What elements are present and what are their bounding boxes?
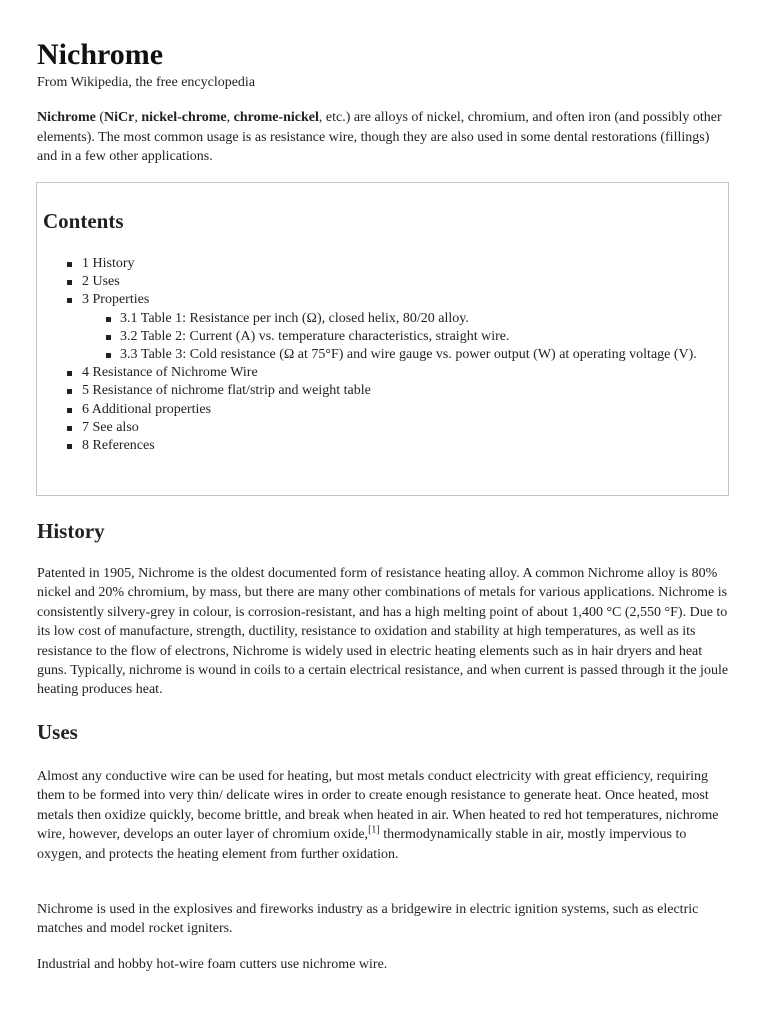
toc-list — [37, 255, 701, 455]
toc-item-history[interactable]: 1 History — [37, 255, 701, 273]
intro-bold-nicr: NiCr — [104, 110, 135, 125]
uses-paragraph-2: Nichrome is used in the explosives and fireworks industry as a bridgewire in electric ignition systems, such as electric matches and model rocket igniters. — [37, 902, 699, 937]
section-heading-uses: Uses — [37, 720, 78, 744]
bullet-icon — [67, 280, 72, 285]
bullet-icon — [67, 408, 72, 413]
toc-item-additional[interactable]: 6 Additional properties — [37, 401, 701, 419]
intro-bold-nickel-chrome: nickel-chrome — [141, 110, 227, 125]
bullet-icon — [106, 353, 111, 358]
toc-item-table-1[interactable]: 3.1 Table 1: Resistance per inch (Ω), closed helix, 80/20 alloy. — [82, 310, 701, 328]
history-paragraph: Patented in 1905, Nichrome is the oldest documented form of resistance heating alloy. A common Nichrome alloy is 80% nickel and 20% chromium, by mass, but there are many other combinations of metals for various applications. Nichrome is consistently silvery-grey in colour, is corrosion-resistant, and has a high melting point of about 1,400 °C (2,550 °F). Due to its low cost of manufacture, strength, ductility, resistance to oxidation and stability at high temperatures, as well as its resistance to the flow of electrons, Nichrome is widely used in electric heating elements such as in hair dryers and heat guns. Typically, nichrome is wound in coils to a certain electrical resistance, and when current is passed through it the joule heating produces heat. — [37, 566, 729, 698]
toc-item-uses[interactable]: 2 Uses — [37, 273, 701, 291]
bullet-icon — [67, 426, 72, 431]
toc-item-table-2[interactable]: 3.2 Table 2: Current (A) vs. temperature characteristics, straight wire. — [82, 328, 701, 346]
bullet-icon — [67, 298, 72, 303]
bullet-icon — [67, 389, 72, 394]
uses-paragraph-3: Industrial and hobby hot-wire foam cutters use nichrome wire. — [37, 957, 388, 972]
toc-heading: Contents — [43, 209, 124, 233]
intro-bold-nichrome: Nichrome — [37, 110, 96, 125]
page-subtitle: From Wikipedia, the free encyclopedia — [37, 75, 256, 90]
intro-bold-chrome-nickel: chrome-nickel — [233, 110, 319, 125]
intro-paragraph: Nichrome (NiCr, nickel-chrome, chrome-nickel, etc.) are alloys of nickel, chromium, and often iron (and possibly other elements). The most common usage is as resistance wire, though they are also used in some dental restorations (fillings) and in a few other applications. — [37, 110, 722, 164]
bullet-icon — [106, 335, 111, 340]
toc-item-see-also[interactable]: 7 See also — [37, 419, 701, 437]
table-of-contents — [36, 182, 729, 496]
toc-item-resistance[interactable]: 4 Resistance of Nichrome Wire — [37, 364, 701, 382]
toc-item-table-3[interactable]: 3.3 Table 3: Cold resistance (Ω at 75°F) and wire gauge vs. power output (W) at operating voltage (V). — [82, 346, 701, 364]
bullet-icon — [106, 317, 111, 322]
toc-sublist — [82, 310, 701, 365]
bullet-icon — [67, 371, 72, 376]
reference-link[interactable]: [1] — [368, 824, 380, 836]
uses-paragraph-1: Almost any conductive wire can be used for heating, but most metals conduct electricity with great efficiency, requiring them to be formed into very thin/ delicate wires in order to create enough resistance to generate heat. Once heated, most metals then oxidize quickly, become brittle, and break when heated in air. When heated to red hot temperatures, nichrome wire, however, develops an outer layer of chromium oxide,[1] thermodynamically stable in air, mostly impervious to oxygen, and protects the heating element from further oxidation. — [37, 769, 719, 862]
page-title: Nichrome — [37, 38, 164, 71]
toc-item-properties[interactable]: 3 Properties 3.1 Table 1: Resistance per inch (Ω), closed helix, 80/20 alloy. 3.2 Table 2: Current (A) vs. temperature characteristics, straight wire. 3.3 Table 3: Cold resistance (Ω at 75°F) and wire gauge vs. power output (W) at operating voltage (V). — [37, 291, 701, 364]
bullet-icon — [67, 262, 72, 267]
toc-item-flat-strip[interactable]: 5 Resistance of nichrome flat/strip and weight table — [37, 382, 701, 400]
bullet-icon — [67, 444, 72, 449]
section-heading-history: History — [37, 519, 105, 543]
toc-item-references[interactable]: 8 References — [37, 437, 701, 455]
